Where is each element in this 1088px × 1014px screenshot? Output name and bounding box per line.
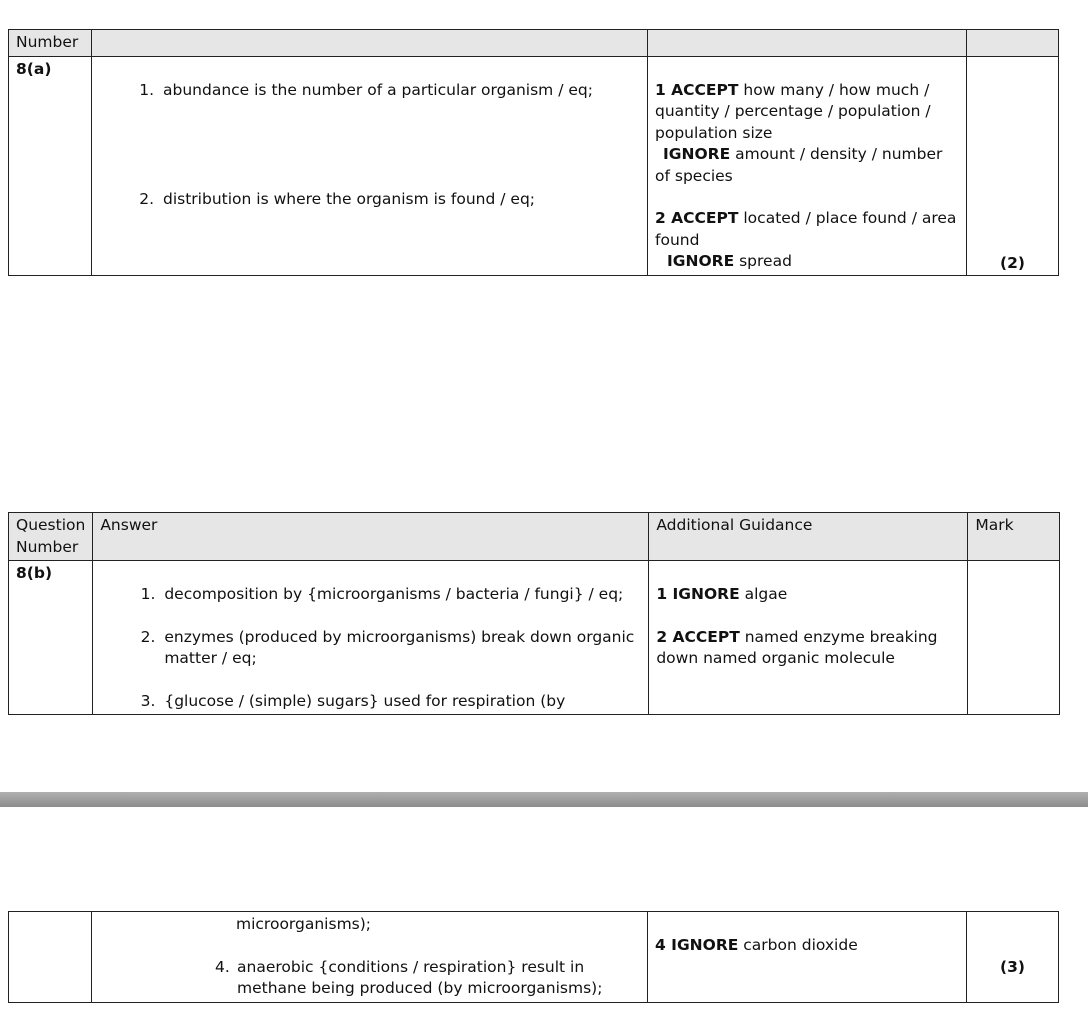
answer-item: 1. abundance is the number of a particular organism / eq; [159, 80, 640, 102]
table-row [9, 56, 1059, 275]
guidance-text: algae [739, 585, 788, 603]
header-answer: Answer [93, 513, 649, 561]
guidance-item [655, 80, 959, 188]
guidance-label: 1 IGNORE [656, 585, 740, 603]
answer-cell [93, 561, 649, 715]
table-header-row [9, 513, 1060, 561]
mark-value: (3) [967, 912, 1059, 1003]
guidance-item [656, 627, 960, 670]
guidance-label: 2 ACCEPT [656, 627, 740, 646]
guidance-item [656, 584, 960, 606]
header-guidance: Additional Guidance [649, 513, 968, 561]
mark-value: (2) [967, 56, 1059, 275]
guidance-text: how many / how much / quantity / percentage / population / population size [655, 80, 931, 142]
guidance-cell [648, 56, 967, 275]
answer-number: 4. [215, 957, 230, 976]
answer-continuation: microorganisms); [236, 915, 372, 933]
mark-scheme-table-8b [8, 512, 1060, 715]
answer-item: 3. {glucose / (simple) sugars} used for respiration (by [160, 691, 641, 713]
guidance-label: 1 ACCEPT [655, 80, 739, 99]
question-number-cell [9, 912, 92, 1003]
mark-scheme-table-8b-continued [8, 911, 1059, 1003]
question-number: 8(b) [9, 561, 93, 715]
guidance-text: spread [734, 252, 792, 270]
answer-text: anaerobic {conditions / respiration} result in methane being produced (by microorganisms); [237, 957, 603, 997]
header-mark: Mark [968, 513, 1060, 561]
guidance-cell [649, 561, 968, 715]
answer-item [99, 957, 640, 1000]
header-answer [92, 30, 648, 57]
answer-cell [92, 912, 648, 1003]
answer-item: 1. decomposition by {microorganisms / bacteria / fungi} / eq; [160, 584, 641, 606]
guidance-text: located / place found / area found [655, 209, 957, 249]
guidance-label: 2 ACCEPT [655, 209, 739, 227]
answer-item: 2. distribution is where the organism is found / eq; [159, 189, 640, 211]
header-guidance [648, 30, 967, 57]
guidance-cell [648, 912, 967, 1003]
guidance-label: IGNORE [663, 145, 731, 163]
table-row [9, 912, 1059, 1003]
page-break-bar [0, 792, 1088, 807]
guidance-item [655, 208, 959, 273]
guidance-text: amount / density / number of species [655, 145, 943, 185]
answer-cell [92, 56, 648, 275]
header-question-number: Question Number [9, 513, 93, 561]
table-header-row [9, 30, 1059, 57]
header-mark [967, 30, 1059, 57]
mark-scheme-table-8a [8, 29, 1059, 276]
table-row [9, 561, 1060, 715]
guidance-text: carbon dioxide [738, 936, 858, 954]
question-number: 8(a) [9, 56, 92, 275]
header-number: Number [9, 30, 92, 57]
guidance-item [655, 935, 959, 957]
mark-cell [968, 561, 1060, 715]
answer-item: 2. enzymes (produced by microorganisms) break down organic matter / eq; [160, 627, 641, 670]
guidance-label: 4 IGNORE [655, 936, 739, 954]
guidance-text: named enzyme breaking down named organic molecule [656, 627, 938, 667]
guidance-label: IGNORE [667, 252, 735, 270]
